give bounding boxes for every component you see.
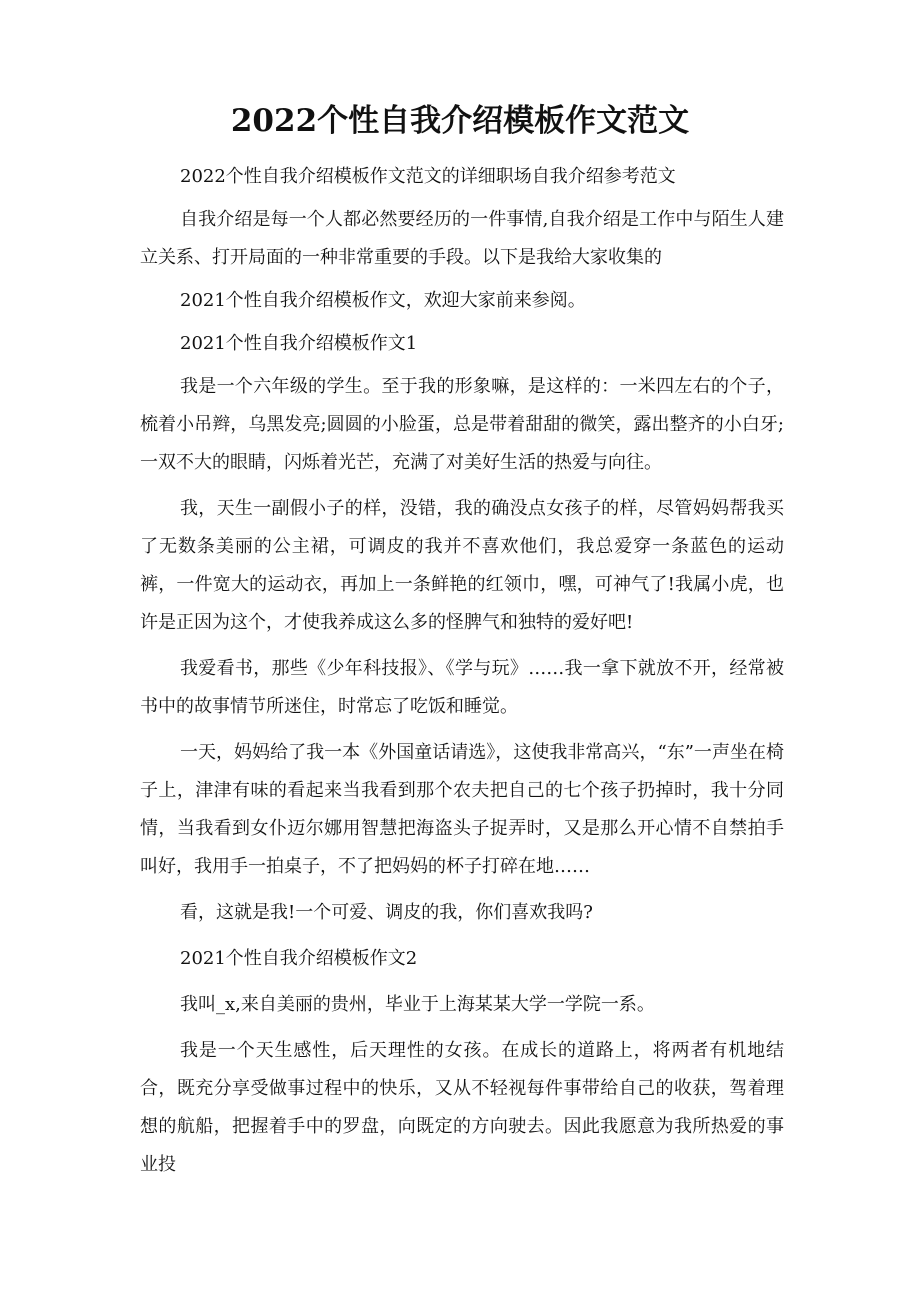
paragraph-appearance: 我是一个六年级的学生。至于我的形象嘛，是这样的：一米四左右的个子，梳着小吊辫，乌黑发亮;圆圆的小脸蛋，总是带着甜甜的微笑，露出整齐的小白牙;一双不大的眼睛，闪烁着光芒，充满了对美好生活的热爱与向往。 (140, 376, 784, 473)
paragraph-subtitle: 2022个性自我介绍模板作文范文的详细职场自我介绍参考范文 (180, 166, 676, 187)
document-title: 2022个性自我介绍模板作文范文 (230, 103, 690, 139)
document-body (140, 158, 784, 1184)
paragraph-welcome: 2021个性自我介绍模板作文，欢迎大家前来参阅。 (180, 290, 586, 311)
paragraph-intro: 自我介绍是每一个人都必然要经历的一件事情,自我介绍是工作中与陌生人建立关系、打开局面的一种非常重要的手段。以下是我给大家收集的 (140, 209, 784, 268)
paragraph-fairy-tale: 一天，妈妈给了我一本《外国童话请选》，这使我非常高兴，“东”一声坐在椅子上，津津有味的看起来当我看到那个农夫把自己的七个孩子扔掉时，我十分同情，当我看到女仆迈尔娜用智慧把海盗头子捉弄时，又是那么开心情不自禁拍手叫好，我用手一拍桌子，不了把妈妈的杯子打碎在地…… (140, 742, 784, 877)
paragraph-name: 我叫_x,来自美丽的贵州，毕业于上海某某大学一学院一系。 (180, 994, 655, 1015)
paragraph-closing: 看，这就是我!一个可爱、调皮的我，你们喜欢我吗? (180, 902, 593, 923)
section-heading-1: 2021个性自我介绍模板作文1 (180, 333, 418, 354)
paragraph-reading: 我爱看书，那些《少年科技报》、《学与玩》……我一拿下就放不开，经常被书中的故事情节所迷住，时常忘了吃饭和睡觉。 (140, 658, 784, 717)
section-heading-2: 2021个性自我介绍模板作文2 (180, 948, 418, 969)
paragraph-tomboy: 我，天生一副假小子的样，没错，我的确没点女孩子的样，尽管妈妈帮我买了无数条美丽的公主裙，可调皮的我并不喜欢他们，我总爱穿一条蓝色的运动裤，一件宽大的运动衣，再加上一条鲜艳的红领巾，嘿，可神气了!我属小虎，也许是正因为这个，才使我养成这么多的怪脾气和独特的爱好吧! (140, 498, 784, 633)
paragraph-personality: 我是一个天生感性，后天理性的女孩。在成长的道路上，将两者有机地结合，既充分享受做事过程中的快乐，又从不轻视每件事带给自己的收获，驾着理想的航船，把握着手中的罗盘，向既定的方向驶去。因此我愿意为我所热爱的事业投 (140, 1040, 784, 1175)
